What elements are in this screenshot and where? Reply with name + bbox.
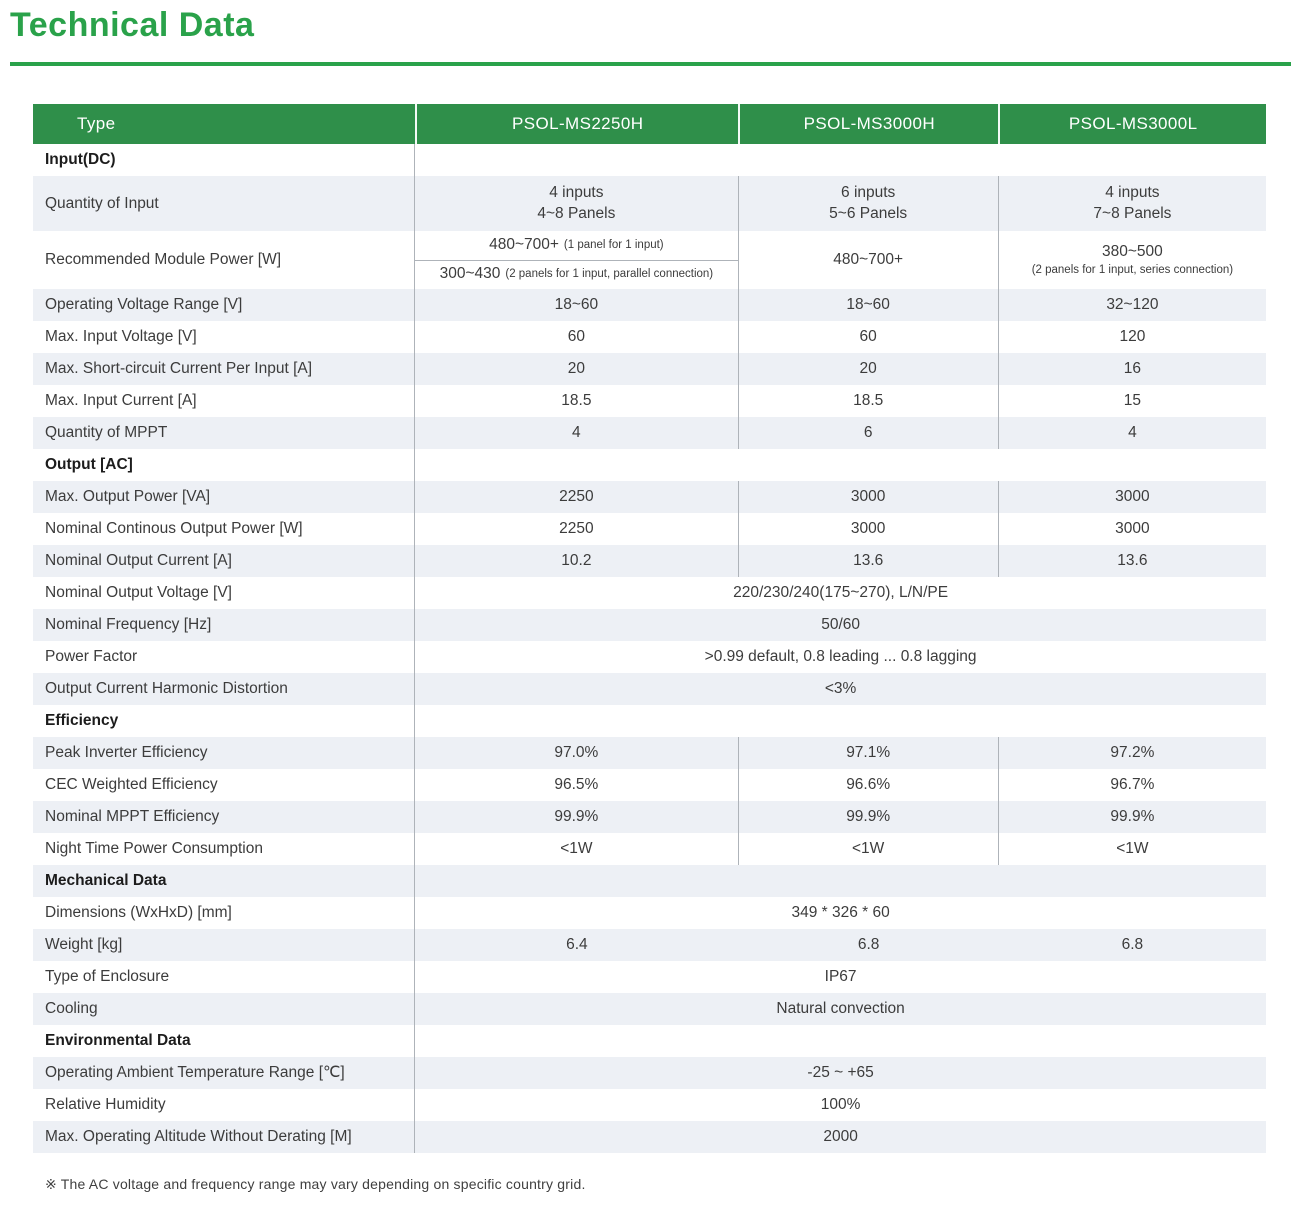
row-label: Output Current Harmonic Distortion <box>33 673 415 705</box>
value-cell: 97.0% <box>415 737 738 769</box>
value-cell: 18.5 <box>415 385 738 417</box>
value-cell: <1W <box>739 833 999 865</box>
value-cell: 96.7% <box>1110 775 1155 793</box>
value-cell: 18~60 <box>415 289 738 321</box>
value-cell: 4 <box>415 417 738 449</box>
row-values <box>415 1025 1266 1057</box>
value-cell: 13.6 <box>1117 551 1148 569</box>
row-values <box>415 673 1266 705</box>
row-label: Environmental Data <box>33 1025 415 1057</box>
row-label: Power Factor <box>33 641 415 673</box>
row-values <box>415 801 1266 833</box>
value-cell: 120 <box>1119 327 1146 345</box>
value-cell: 60 <box>415 321 738 353</box>
value-cell: 4 <box>1128 423 1137 441</box>
header-cell-type: Type <box>77 114 116 134</box>
row-environmental-data <box>33 1025 1266 1057</box>
value-cell: 6.4 <box>566 935 588 953</box>
row-label: Weight [kg] <box>33 929 415 961</box>
row-label: Input(DC) <box>33 144 415 176</box>
row-values <box>415 385 1266 417</box>
row-peak-inverter-efficiency <box>33 737 1266 769</box>
row-label: Nominal Continous Output Power [W] <box>33 513 415 545</box>
spanned-value: <3% <box>824 680 857 698</box>
value-cell: 2250 <box>415 481 738 513</box>
row-values <box>415 737 1266 769</box>
row-nominal-output-voltage-v <box>33 577 1266 609</box>
row-night-time-power-consumption <box>33 833 1266 865</box>
row-values <box>415 321 1266 353</box>
technical-data-table <box>33 104 1266 1153</box>
row-operating-voltage-range-v <box>33 289 1266 321</box>
spanned-value: 349 * 326 * 60 <box>791 904 890 922</box>
value-cell: 10.2 <box>415 545 738 577</box>
row-label: Operating Ambient Temperature Range [℃] <box>33 1057 415 1089</box>
row-values <box>415 176 1266 231</box>
row-values <box>415 961 1266 993</box>
row-label: Output [AC] <box>33 449 415 481</box>
row-input-dc <box>33 144 1266 176</box>
row-label: Type of Enclosure <box>33 961 415 993</box>
row-quantity-of-mppt <box>33 417 1266 449</box>
row-label: Efficiency <box>33 705 415 737</box>
value-cell: <1W <box>415 833 738 865</box>
value-cell: 3000 <box>739 513 999 545</box>
spanned-value: 220/230/240(175~270), L/N/PE <box>733 584 949 602</box>
table-header-row <box>33 104 1266 144</box>
value-cell: 3000 <box>739 481 999 513</box>
row-max-input-voltage-v <box>33 321 1266 353</box>
row-values <box>415 897 1266 929</box>
row-nominal-output-current-a <box>33 545 1266 577</box>
spanned-value: 50/60 <box>821 616 860 634</box>
row-label: Max. Short-circuit Current Per Input [A] <box>33 353 415 385</box>
row-efficiency <box>33 705 1266 737</box>
sub-cell: 480~700+ (1 panel for 1 input) <box>415 231 737 261</box>
row-values <box>415 417 1266 449</box>
row-label: Dimensions (WxHxD) [mm] <box>33 897 415 929</box>
row-values <box>415 609 1266 641</box>
sub-cell: 300~430 (2 panels for 1 input, parallel connection) <box>439 265 714 283</box>
value-cell: 16 <box>1123 359 1142 377</box>
header-cell-psol-ms2250h: PSOL-MS2250H <box>415 104 738 144</box>
value-cell: 480~700+ <box>739 231 999 289</box>
row-values <box>415 705 1266 737</box>
row-label: Night Time Power Consumption <box>33 833 415 865</box>
row-values <box>415 929 1266 961</box>
value-cell: 6 inputs 5~6 Panels <box>739 176 999 231</box>
row-power-factor <box>33 641 1266 673</box>
header-cell-psol-ms3000h: PSOL-MS3000H <box>738 104 998 144</box>
value-cell: 96.5% <box>415 769 738 801</box>
value-cell: 20 <box>415 353 738 385</box>
value-cell: 97.2% <box>1110 743 1155 761</box>
value-cell: 6.8 <box>857 935 880 953</box>
value-cell: 32~120 <box>1106 295 1159 313</box>
row-nominal-mppt-efficiency <box>33 801 1266 833</box>
row-values <box>415 577 1266 609</box>
value-cell <box>415 231 738 289</box>
row-cooling <box>33 993 1266 1025</box>
value-cell: 3000 <box>1115 519 1150 537</box>
row-label: Nominal Output Current [A] <box>33 545 415 577</box>
row-label: Cooling <box>33 993 415 1025</box>
value-cell: 4 inputs 4~8 Panels <box>415 176 738 231</box>
row-values <box>415 545 1266 577</box>
row-mechanical-data <box>33 865 1266 897</box>
value-cell: 96.6% <box>739 769 999 801</box>
row-max-input-current-a <box>33 385 1266 417</box>
row-label: Quantity of Input <box>33 176 415 231</box>
row-dimensions-wxhxd-mm <box>33 897 1266 929</box>
value-cell: 3000 <box>1115 487 1150 505</box>
row-max-output-power-va <box>33 481 1266 513</box>
title-underline <box>10 62 1291 66</box>
row-values <box>415 449 1266 481</box>
row-values <box>415 481 1266 513</box>
row-type-of-enclosure <box>33 961 1266 993</box>
page-title: Technical Data <box>10 6 255 44</box>
row-label: Max. Output Power [VA] <box>33 481 415 513</box>
spanned-value: 100% <box>820 1096 861 1114</box>
value-cell: 6 <box>739 417 999 449</box>
row-output-ac <box>33 449 1266 481</box>
row-label: Max. Input Voltage [V] <box>33 321 415 353</box>
row-label: Peak Inverter Efficiency <box>33 737 415 769</box>
header-cell-psol-ms3000l: PSOL-MS3000L <box>998 104 1266 144</box>
value-cell: 20 <box>739 353 999 385</box>
row-values <box>415 993 1266 1025</box>
row-cec-weighted-efficiency <box>33 769 1266 801</box>
row-values <box>415 289 1266 321</box>
row-values <box>415 769 1266 801</box>
footnote: ※ The AC voltage and frequency range may vary depending on specific country grid. <box>45 1176 586 1193</box>
spanned-value: -25 ~ +65 <box>807 1064 874 1082</box>
spanned-value: Natural convection <box>776 1000 905 1018</box>
row-label: CEC Weighted Efficiency <box>33 769 415 801</box>
row-values <box>415 833 1266 865</box>
value-cell: 15 <box>1123 391 1142 409</box>
row-max-operating-altitude-without-derating-m <box>33 1121 1266 1153</box>
row-recommended-module-power-w <box>33 231 1266 289</box>
row-values <box>415 1121 1266 1153</box>
row-values <box>415 1057 1266 1089</box>
row-label: Recommended Module Power [W] <box>33 231 415 289</box>
table-body <box>33 144 1266 1153</box>
spanned-value: IP67 <box>824 968 857 986</box>
row-values <box>415 231 1266 289</box>
datasheet-page <box>0 6 1299 1193</box>
value-cell: 4 inputs 7~8 Panels <box>1093 183 1172 222</box>
value-cell: 380~500 (2 panels for 1 input, series connection) <box>1031 242 1234 276</box>
row-label: Operating Voltage Range [V] <box>33 289 415 321</box>
row-nominal-frequency-hz <box>33 609 1266 641</box>
row-nominal-continous-output-power-w <box>33 513 1266 545</box>
row-label: Max. Operating Altitude Without Derating [M] <box>33 1121 415 1153</box>
value-cell: 99.9% <box>1110 807 1155 825</box>
value-cell: 99.9% <box>739 801 999 833</box>
value-cell: 18~60 <box>739 289 999 321</box>
value-cell: 2250 <box>415 513 738 545</box>
row-output-current-harmonic-distortion <box>33 673 1266 705</box>
row-label: Relative Humidity <box>33 1089 415 1121</box>
row-operating-ambient-temperature-range <box>33 1057 1266 1089</box>
row-quantity-of-input <box>33 176 1266 231</box>
row-values <box>415 513 1266 545</box>
value-cell: 60 <box>739 321 999 353</box>
row-label: Nominal Frequency [Hz] <box>33 609 415 641</box>
row-label: Nominal Output Voltage [V] <box>33 577 415 609</box>
value-cell: 6.8 <box>1121 935 1144 953</box>
value-cell: 97.1% <box>739 737 999 769</box>
row-label: Max. Input Current [A] <box>33 385 415 417</box>
row-values <box>415 1089 1266 1121</box>
row-relative-humidity <box>33 1089 1266 1121</box>
row-values <box>415 865 1266 897</box>
row-label: Quantity of MPPT <box>33 417 415 449</box>
row-weight-kg <box>33 929 1266 961</box>
spanned-value: >0.99 default, 0.8 leading ... 0.8 lagging <box>704 648 977 666</box>
row-label: Mechanical Data <box>33 865 415 897</box>
row-max-short-circuit-current-per-input-a <box>33 353 1266 385</box>
value-cell: 13.6 <box>739 545 999 577</box>
spanned-value: 2000 <box>823 1128 858 1146</box>
row-label: Nominal MPPT Efficiency <box>33 801 415 833</box>
row-values <box>415 144 1266 176</box>
value-cell: <1W <box>1116 839 1149 857</box>
row-values <box>415 641 1266 673</box>
value-cell: 99.9% <box>415 801 738 833</box>
row-values <box>415 353 1266 385</box>
value-cell: 18.5 <box>739 385 999 417</box>
